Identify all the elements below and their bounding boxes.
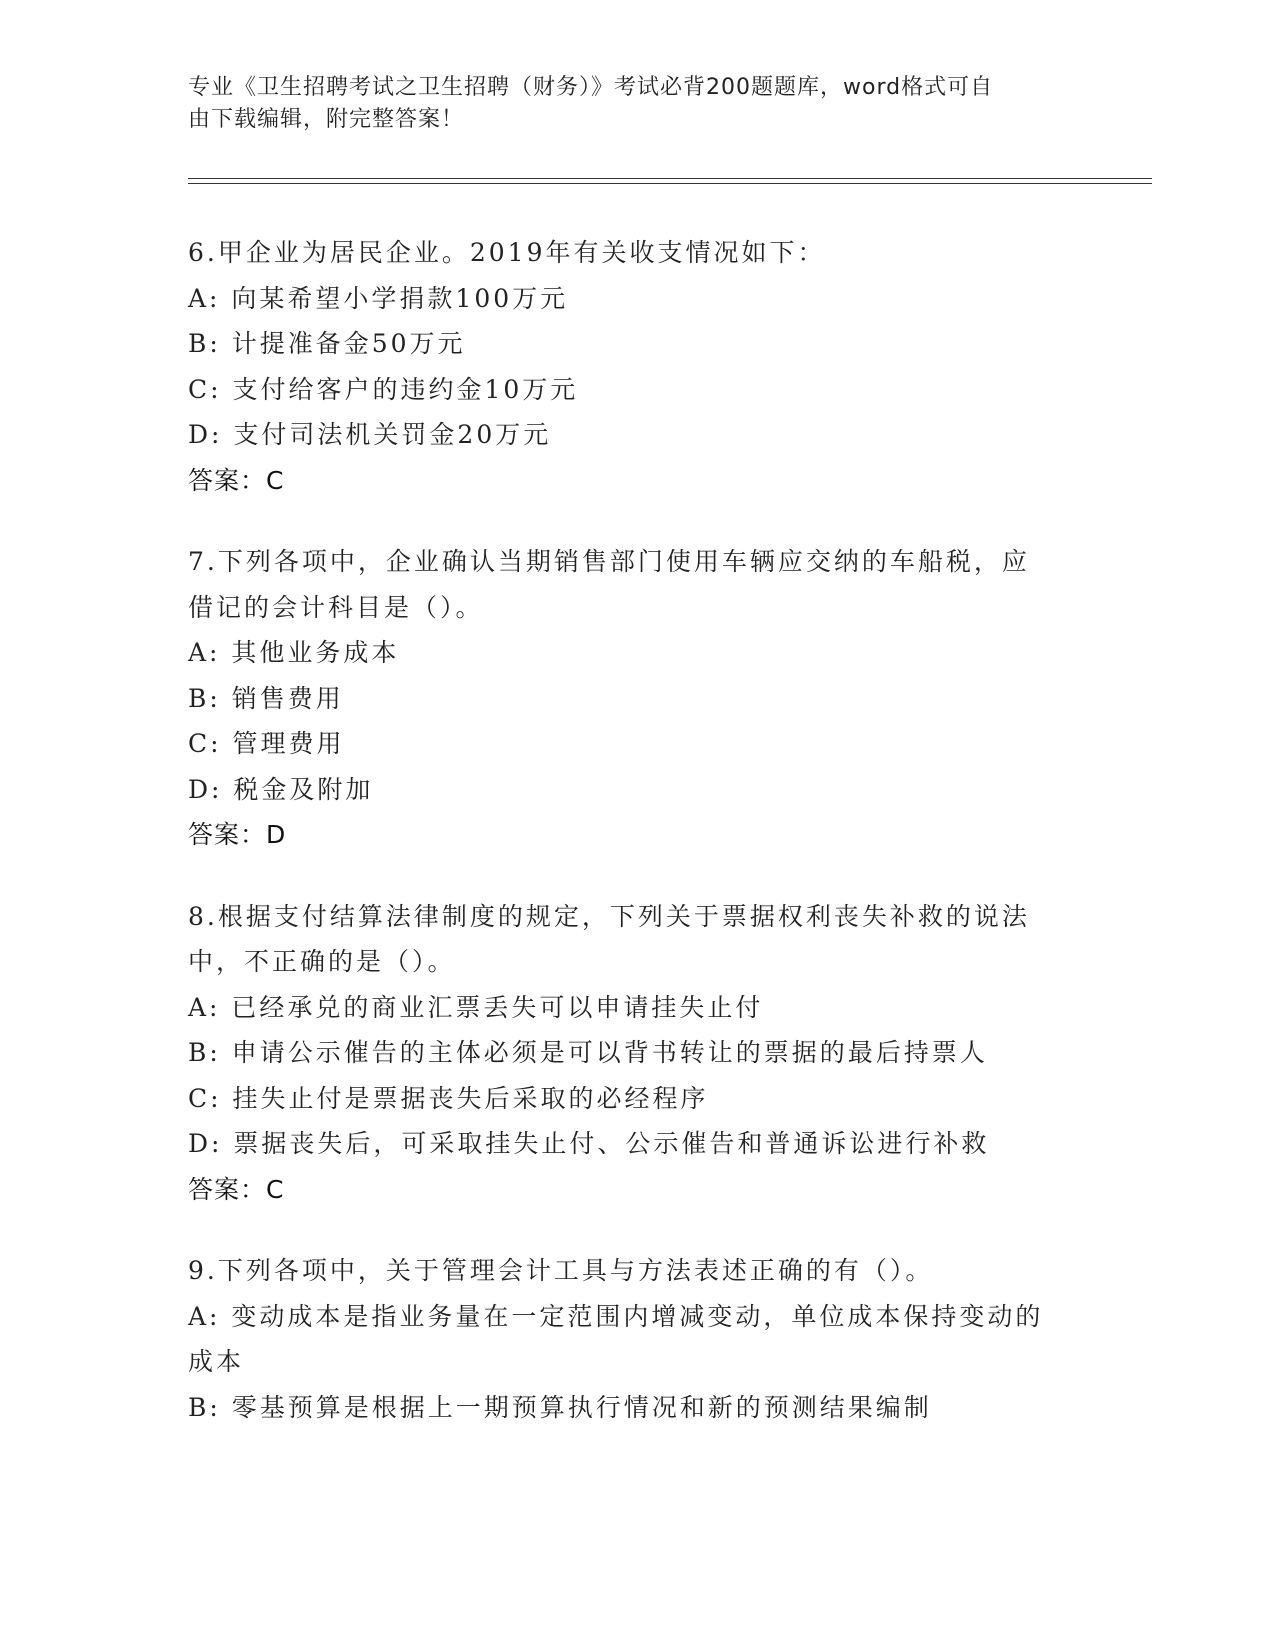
question-stem: 6.甲企业为居民企业。2019年有关收支情况如下： xyxy=(188,238,826,267)
option-b: B: 销售费用 xyxy=(188,683,344,713)
header-divider-top xyxy=(188,178,1152,179)
question-6 xyxy=(188,230,1088,503)
question-8 xyxy=(188,894,1088,1213)
option-a: A: 向某希望小学捐款100万元 xyxy=(188,283,569,313)
question-stem-continued: 借记的会计科目是（）。 xyxy=(188,592,484,622)
question-stem: 9.下列各项中，关于管理会计工具与方法表述正确的有（）。 xyxy=(188,1256,934,1285)
option-c: C: 支付给客户的违约金10万元 xyxy=(188,374,579,404)
option-a: A: 已经承兑的商业汇票丢失可以申请挂失止付 xyxy=(188,992,764,1022)
option-c: C: 挂失止付是票据丧失后采取的必经程序 xyxy=(188,1083,709,1113)
question-7 xyxy=(188,539,1088,858)
option-b: B: 零基预算是根据上一期预算执行情况和新的预测结果编制 xyxy=(188,1392,932,1422)
answer-label: 答案：C xyxy=(188,1174,285,1204)
document-header xyxy=(188,72,1068,136)
option-a: A: 其他业务成本 xyxy=(188,638,400,667)
option-d: D: 票据丧失后，可采取挂失止付、公示催告和普通诉讼进行补救 xyxy=(188,1129,990,1158)
question-9 xyxy=(188,1248,1088,1430)
answer-label: 答案：C xyxy=(188,465,285,495)
option-d: D: 支付司法机关罚金20万元 xyxy=(188,420,552,449)
header-divider-bottom xyxy=(188,183,1152,184)
header-line-1: 专业《卫生招聘考试之卫生招聘（财务）》考试必背200题题库，word格式可自 xyxy=(188,75,994,100)
option-b: B: 计提准备金50万元 xyxy=(188,329,466,358)
option-d: D: 税金及附加 xyxy=(188,774,374,804)
option-a-continued: 成本 xyxy=(188,1347,245,1376)
question-stem-continued: 中，不正确的是（）。 xyxy=(188,947,456,976)
option-b: B: 申请公示催告的主体必须是可以背书转让的票据的最后持票人 xyxy=(188,1038,988,1067)
option-a: A: 变动成本是指业务量在一定范围内增减变动，单位成本保持变动的 xyxy=(188,1301,1044,1331)
question-stem: 7.下列各项中，企业确认当期销售部门使用车辆应交纳的车船税，应 xyxy=(188,547,1030,576)
option-c: C: 管理费用 xyxy=(188,729,345,758)
question-stem: 8.根据支付结算法律制度的规定，下列关于票据权利丧失补救的说法 xyxy=(188,901,1030,931)
answer-label: 答案：D xyxy=(188,820,287,849)
header-line-2: 由下载编辑，附完整答案！ xyxy=(188,107,465,132)
question-list xyxy=(188,230,1088,1466)
